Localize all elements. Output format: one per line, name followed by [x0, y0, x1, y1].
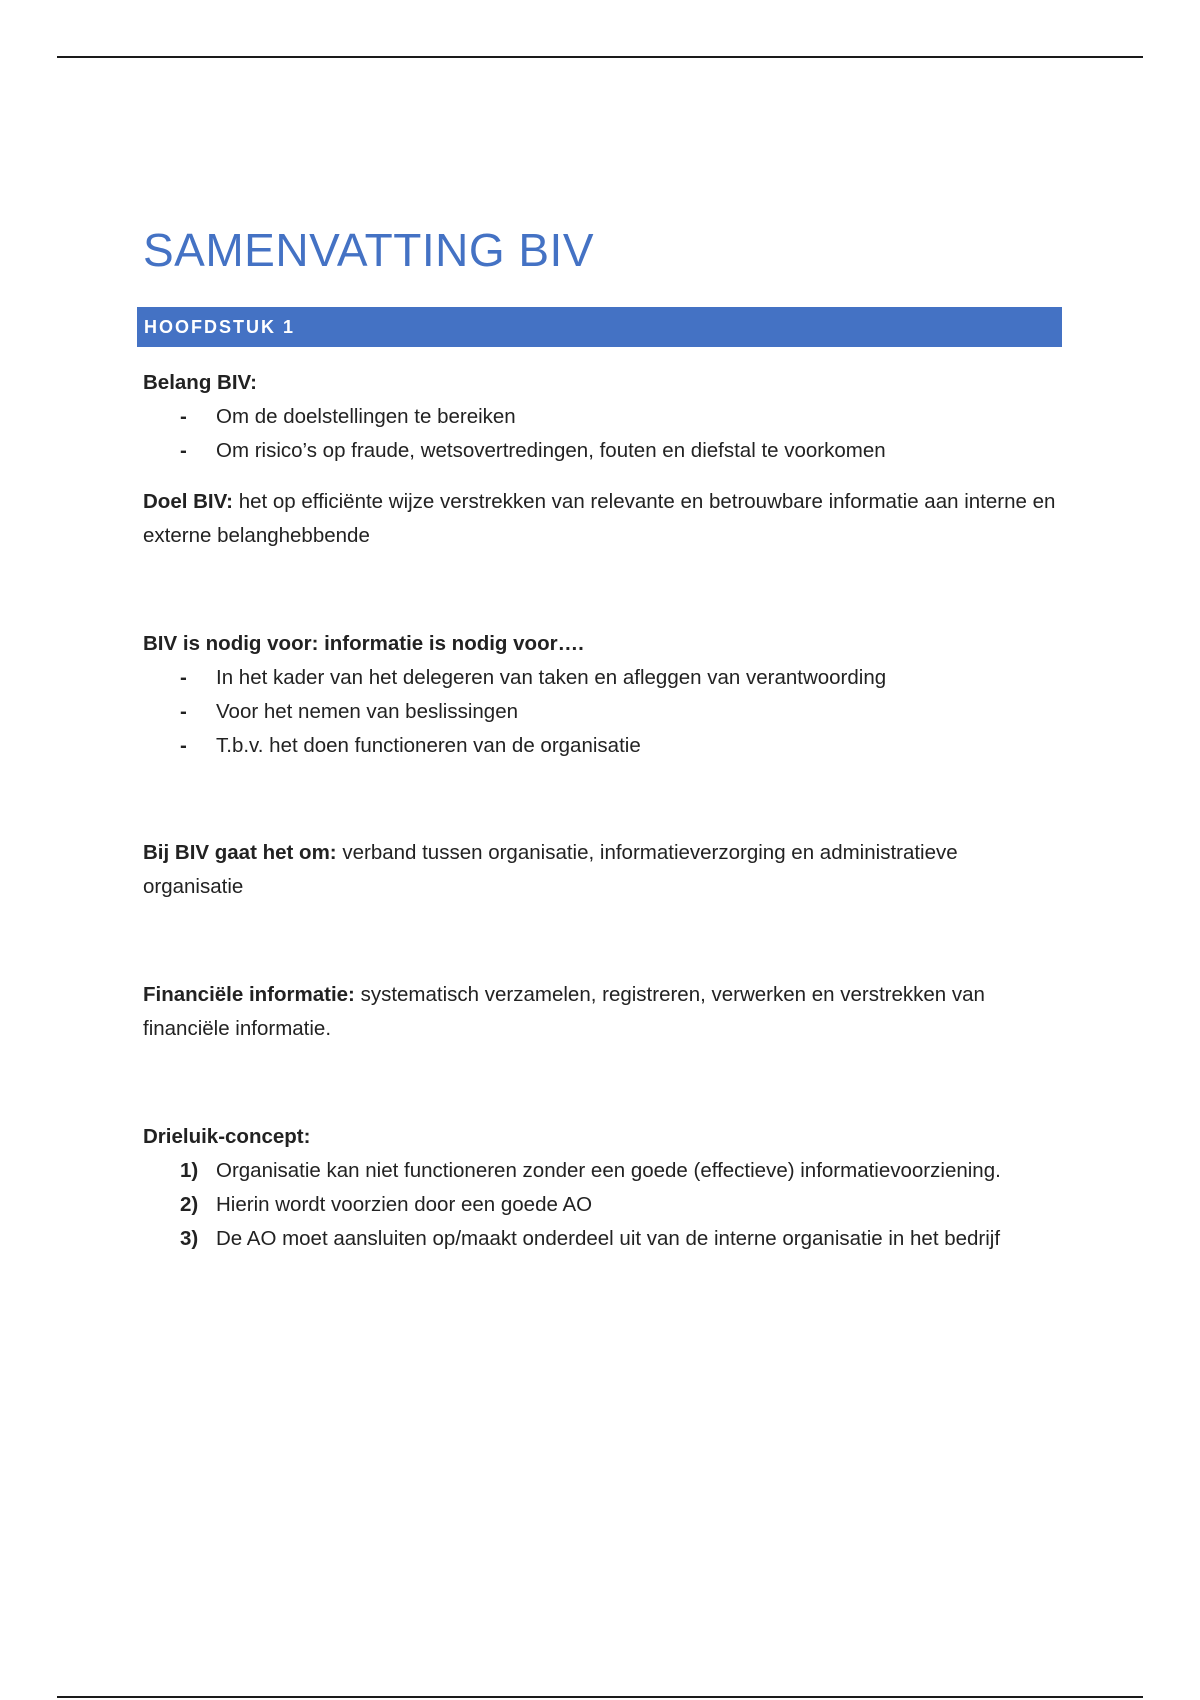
- document-title: SAMENVATTING BIV: [143, 224, 595, 276]
- bullet-marker: -: [180, 700, 187, 723]
- financieel-label: Financiële informatie:: [143, 983, 355, 1006]
- list-item: [143, 729, 1063, 763]
- list-item-text: Om de doelstellingen te bereiken: [216, 405, 516, 428]
- top-rule: [57, 56, 1143, 58]
- list-item-text: T.b.v. het doen functioneren van de organisatie: [216, 734, 641, 757]
- list-item-text: De AO moet aansluiten op/maakt onderdeel uit van de interne organisatie in het bedrijf: [216, 1227, 1001, 1250]
- document-body: [143, 220, 1063, 1256]
- list-item: [143, 400, 1063, 434]
- bij-label: Bij BIV gaat het om:: [143, 841, 337, 864]
- list-item: [143, 1154, 1063, 1188]
- list-item-text: Hierin wordt voorzien door een goede AO: [216, 1193, 593, 1216]
- nodig-list: [143, 661, 1063, 763]
- bullet-marker: -: [180, 666, 187, 689]
- doel-paragraph: [143, 485, 1063, 553]
- drieluik-list: [143, 1154, 1063, 1256]
- list-item: [143, 695, 1063, 729]
- bullet-marker: -: [180, 734, 187, 757]
- bij-paragraph: [143, 836, 1063, 904]
- bullet-marker: -: [180, 405, 187, 428]
- doel-label: Doel BIV:: [143, 490, 233, 513]
- number-marker: 2): [180, 1193, 199, 1216]
- list-item: [143, 434, 1063, 468]
- doel-text: het op efficiënte wijze verstrekken van relevante en betrouwbare informatie aan interne en externe belanghebbende: [143, 490, 1056, 547]
- number-marker: 1): [180, 1159, 199, 1182]
- bottom-rule: [57, 1696, 1143, 1698]
- belang-list: [143, 400, 1063, 468]
- drieluik-heading: Drieluik-concept:: [143, 1125, 311, 1148]
- bij-text: verband tussen organisatie, informatieverzorging en administratieve organisatie: [143, 841, 958, 898]
- number-marker: 3): [180, 1227, 199, 1250]
- list-item-text: In het kader van het delegeren van taken en afleggen van verantwoording: [216, 666, 887, 689]
- list-item-text: Organisatie kan niet functioneren zonder een goede (effectieve) informatievoorziening.: [216, 1159, 1001, 1182]
- list-item-text: Om risico’s op fraude, wetsovertredingen, fouten en diefstal te voorkomen: [216, 439, 886, 462]
- financieel-text: systematisch verzamelen, registreren, verwerken en verstrekken van financiële informatie.: [143, 983, 985, 1040]
- belang-heading: Belang BIV:: [143, 371, 257, 394]
- list-item-text: Voor het nemen van beslissingen: [216, 700, 519, 723]
- list-item: [143, 1222, 1063, 1256]
- financieel-paragraph: [143, 978, 1063, 1046]
- list-item: [143, 661, 1063, 695]
- bullet-marker: -: [180, 439, 187, 462]
- list-item: [143, 1188, 1063, 1222]
- chapter-heading: HOOFDSTUK 1: [137, 307, 1062, 347]
- nodig-heading: BIV is nodig voor: informatie is nodig voor….: [143, 632, 584, 655]
